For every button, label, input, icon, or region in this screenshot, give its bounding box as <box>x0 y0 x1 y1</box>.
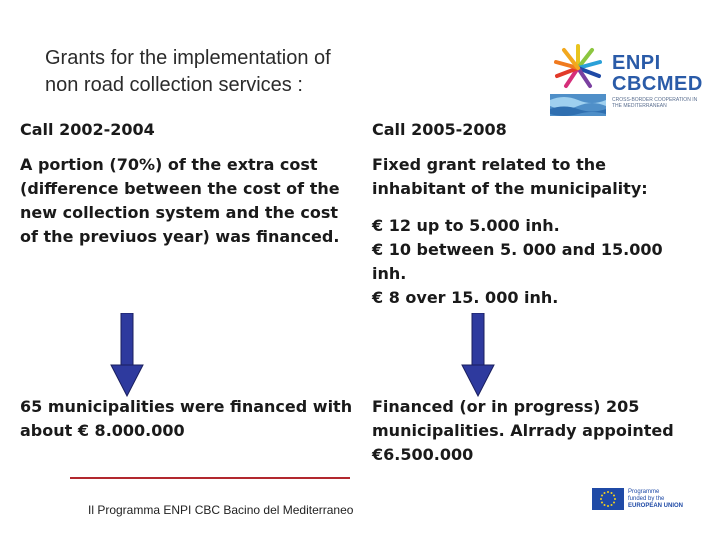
logo-subtitle: CROSS-BORDER COOPERATION IN THE MEDITERRANEAN <box>612 97 698 109</box>
left-description: A portion (70%) of the extra cost (difference between the cost of the new collection system and the cost of the previuos year) was financed. <box>20 155 340 246</box>
rate-item: € 8 over 15. 000 inh. <box>372 288 559 307</box>
slide-title-line-1: Grants for the implementation of <box>45 47 331 69</box>
right-rate-list <box>372 214 672 310</box>
logo-wordmark-cbcmed: CBCMED <box>612 73 703 95</box>
arrow-down-icon <box>110 313 144 397</box>
eu-funding-line-1: Programme <box>628 489 660 495</box>
rate-item: € 10 between 5. 000 and 15.000 inh. <box>372 240 663 283</box>
right-description: Fixed grant related to the inhabitant of the municipality: <box>372 155 648 198</box>
right-heading: Call 2005-2008 <box>372 120 507 139</box>
left-result: 65 municipalities were financed with about € 8.000.000 <box>20 397 353 440</box>
logo-wordmark-enpi: ENPI <box>612 52 661 74</box>
sun-emblem-icon <box>548 40 608 118</box>
right-result: Financed (or in progress) 205 municipalities. Alrrady appointed €6.500.000 <box>372 397 674 464</box>
enpi-cbcmed-logo <box>548 40 703 120</box>
slide-title-line-2: non road collection services : <box>45 74 303 96</box>
slide-title <box>45 45 515 99</box>
rate-item: € 12 up to 5.000 inh. <box>372 216 560 235</box>
arrow-down-icon <box>461 313 495 397</box>
eu-funding-text <box>628 489 683 510</box>
eu-funding-line-3: EUROPEAN UNION <box>628 503 684 509</box>
left-heading: Call 2002-2004 <box>20 120 155 139</box>
eu-funding-logo <box>592 488 692 512</box>
footer-divider <box>70 477 350 479</box>
footer-text: Il Programma ENPI CBC Bacino del Mediterraneo <box>88 503 354 517</box>
eu-flag-icon <box>592 488 624 510</box>
eu-funding-line-2: funded by the <box>628 496 665 502</box>
